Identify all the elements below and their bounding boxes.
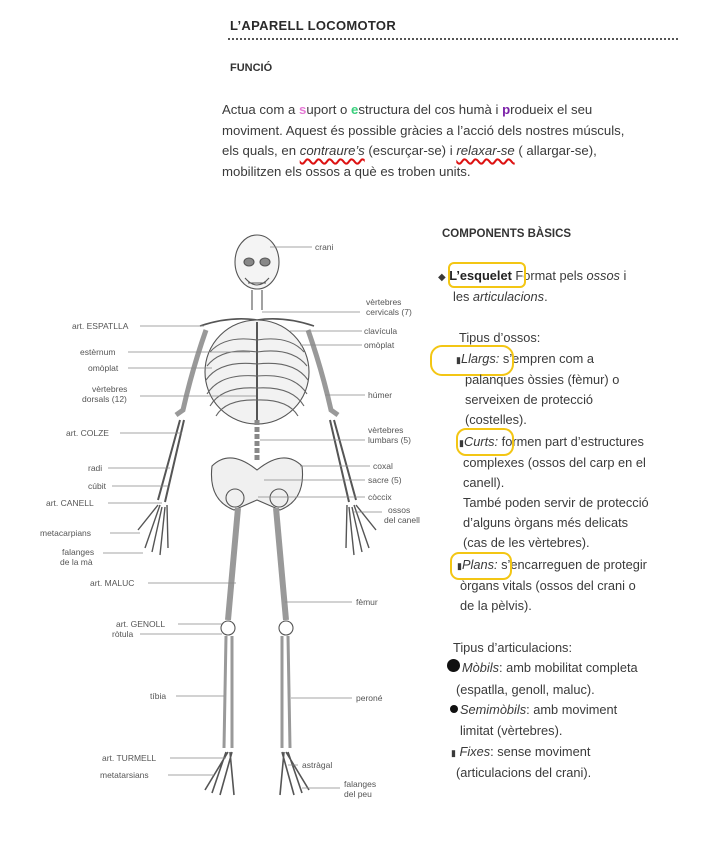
semi-line-2: limitat (vèrtebres).	[460, 723, 563, 738]
label-clavicula: clavícula	[364, 326, 398, 336]
label-sacre: sacre (5)	[368, 475, 402, 485]
plans-line-2: òrgans vitals (ossos del crani o	[460, 578, 636, 593]
label-astragal: astràgal	[302, 760, 333, 770]
curts-line: ▮Curts: formen part d’estructures	[459, 434, 644, 449]
esquelet-line: ◆ L’esquelet Format pels ossos i	[438, 268, 627, 283]
label-art-turmell: art. TURMELL	[102, 753, 157, 763]
label-ossos-canell-1: ossos	[388, 505, 411, 515]
section-heading: FUNCIÓ	[230, 62, 273, 74]
label-tibia: tíbia	[150, 691, 167, 701]
label-art-colze: art. COLZE	[66, 428, 109, 438]
label-vertebres-lumbars-2: lumbars (5)	[368, 435, 411, 445]
paragraph-line-2: moviment. Aquest és possible gràcies a l’acció dels nostres músculs,	[222, 122, 625, 138]
llargs-line-4: (costelles).	[465, 412, 527, 427]
relaxar-word: relaxar-se	[456, 143, 515, 158]
curts-line-4: També poden servir de protecció	[463, 495, 649, 510]
fixes-line: ▮ Fixes: sense moviment	[451, 744, 591, 759]
label-ossos-canell-2: del canell	[384, 515, 420, 525]
articulacions-heading: Tipus d’articulacions:	[453, 640, 573, 655]
label-vertebres-lumbars-1: vèrtebres	[368, 425, 404, 435]
label-falanges-peu-2: del peu	[344, 789, 372, 799]
label-femur: fèmur	[356, 597, 378, 607]
label-falanges-peu-1: falanges	[344, 779, 377, 789]
label-rotula: ròtula	[112, 629, 134, 639]
paragraph-line-1: Actua com a suport o estructura del cos humà i produeix el seu	[222, 102, 593, 117]
label-coccix: còccix	[368, 492, 392, 502]
diamond-bullet-icon: ◆	[438, 272, 446, 283]
label-estern: estèrnum	[80, 347, 116, 357]
label-vertebres-dorsals-2: dorsals (12)	[82, 394, 127, 404]
label-falanges-ma-1: falanges	[62, 547, 95, 557]
curts-line-3: canell).	[463, 475, 505, 490]
label-coxal: coxal	[373, 461, 393, 471]
label-radi: radi	[88, 463, 103, 473]
label-art-genoll: art. GENOLL	[116, 619, 166, 629]
mobils-line-2: (espatlla, genoll, maluc).	[456, 682, 595, 697]
label-omoplat-left: omòplat	[88, 363, 119, 373]
highlight-s: s	[298, 102, 307, 117]
label-art-canell: art. CANELL	[46, 498, 94, 508]
label-vertebres-dorsals-1: vèrtebres	[92, 384, 128, 394]
label-perone: peroné	[356, 693, 383, 703]
label-omoplat-right: omòplat	[364, 340, 395, 350]
esquelet-line-2: les articulacions.	[453, 289, 548, 304]
label-falanges-ma-2: de la mà	[60, 557, 93, 567]
llargs-line: ▮Llargs: s’empren com a	[456, 351, 594, 366]
fixes-line-2: (articulacions del crani).	[456, 765, 592, 780]
contraure-word: contraure’s	[299, 143, 365, 158]
highlight-p: p	[502, 102, 511, 117]
plans-line-3: de la pèlvis).	[460, 598, 532, 613]
highlight-e: e	[351, 102, 359, 117]
curts-line-5: d’alguns òrgans més delicats	[463, 515, 629, 530]
ossos-heading: Tipus d’ossos:	[459, 330, 541, 345]
label-vertebres-cervicals-1: vèrtebres	[366, 297, 402, 307]
paragraph-line-4: mobilitzen els ossos a què es troben units.	[222, 163, 471, 179]
curts-line-6: (cas de les vèrtebres).	[463, 535, 590, 550]
label-cubit: cúbit	[88, 481, 106, 491]
page-title: L’APARELL LOCOMOTOR	[230, 18, 397, 33]
llargs-line-2: palanques òssies (fèmur) o	[465, 372, 620, 387]
curts-line-2: complexes (ossos del carp en el	[463, 455, 646, 470]
label-art-maluc: art. MALUC	[90, 578, 135, 588]
llargs-line-3: serveixen de protecció	[465, 392, 594, 407]
semi-line: Semimòbils: amb moviment	[460, 702, 618, 717]
label-vertebres-cervicals-2: cervicals (7)	[366, 307, 412, 317]
plans-line: ▮Plans: s’encarreguen de protegir	[457, 557, 647, 572]
paragraph-line-3: els quals, en contraure’s (escurçar-se) i relaxar-se ( allargar-se),	[222, 143, 597, 158]
label-humer: húmer	[368, 390, 393, 400]
label-metacarpians: metacarpians	[40, 528, 92, 538]
mobils-line: Mòbils: amb mobilitat completa	[462, 660, 638, 675]
label-art-espatlla: art. ESPATLLA	[72, 321, 129, 331]
components-heading: COMPONENTS BÀSICS	[442, 228, 572, 240]
label-crani: crani	[315, 242, 334, 252]
label-metatarsians: metatarsians	[100, 770, 149, 780]
